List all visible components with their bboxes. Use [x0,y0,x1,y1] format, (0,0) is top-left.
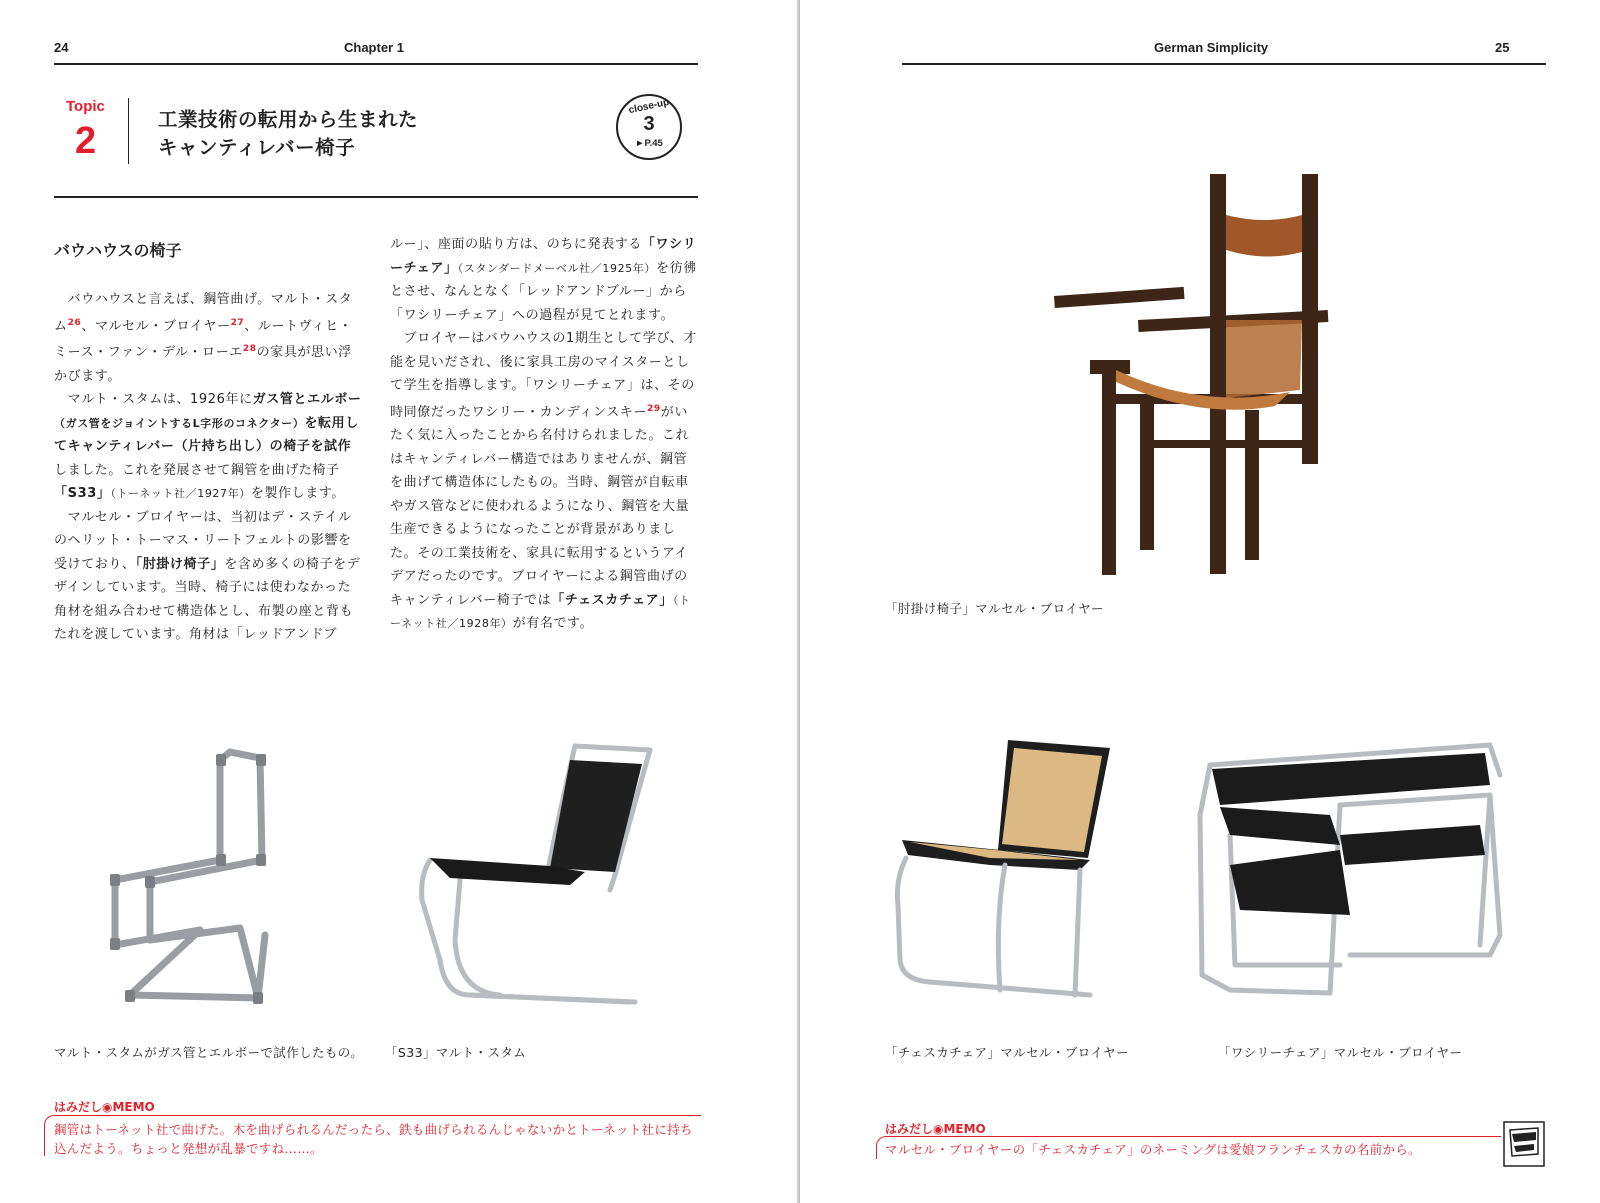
memo-text-right: マルセル・ブロイヤーの「チェスカチェア」のネーミングは愛娘フランチェスカの名前から。 [885,1142,1421,1157]
note-ref-27[interactable]: 27 [230,317,245,328]
header-rule [54,63,698,65]
topic-label: Topic [66,98,105,115]
gas-pipe-chair-image [90,740,290,1040]
armchair-image [1050,170,1350,600]
wassily-chair-icon [1502,1120,1546,1170]
closeup-page-ref: ►P.45 [635,138,663,149]
running-title-left: Chapter 1 [344,40,404,55]
topic-divider [128,98,129,164]
caption-armchair: 「肘掛け椅子」マルセル・ブロイヤー [885,601,1104,616]
wassily-chair-image [1190,735,1520,1035]
header-rule-right [902,63,1546,65]
paragraph-3: マルセル・ブロイヤーは、当初はデ・ステイルのヘリット・トーマス・リートフェルトの影響を受けており、「肘掛け椅子」を含め多くの椅子をデザインしています。当時、椅子には使わなかった角材を組み合わせて構造体とし、布製の座と背もたれを渡しています。角材は「レッドアンドブ [54,509,361,642]
paragraph-5: ブロイヤーはバウハウスの1期生として学び、才能を見いだされ、後に家具工房のマイスターとして学生を指導します。「ワシリーチェア」は、その時同僚だったワシリー・カンディンスキー$^{29}$がいたく気に入ったことから名付けられました。これはキャンティレバー構造ではありませんが、鋼管を曲げて構造体にしたもの。当時、鋼管が自転車やガス管などに使われるようになり、鋼管を大量生産できるようになったことが背景がありました。その工業技術を、家具に転用するというアイデアだったのです。ブロイヤーによる鋼管曲げのキャンティレバー椅子では「チェスカチェア」（トーネット社／1928年）が有名です。 [390,331,697,631]
paragraph-4: ルー」、座面の貼り方は、のちに発表する「ワシリーチェア」（スタンダードメーベル社／1925年）を彷彿とさせ、なんとなく「レッドアンドブルー」から「ワシリーチェア」への過程が見てとれます。 [390,237,697,323]
section-heading: バウハウスの椅子 [54,241,182,260]
topic-title-line1: 工業技術の転用から生まれた [158,108,419,131]
body-column-1 [54,288,362,647]
paragraph-1: バウハウスと言えば、鋼管曲げ。マルト・スタム$^{26}$、マルセル・ブロイヤー$^{27}$、ルートヴィヒ・ミース・ファン・デル・ローエ$^{28}$の家具が思い浮かびます。 [54,292,353,384]
right-page [800,0,1600,1203]
cesca-chair-image [890,730,1120,1030]
caption-s33: 「S33」マルト・スタム [385,1045,527,1060]
closeup-number: 3 [643,113,655,135]
page-number-left: 24 [54,40,69,55]
memo-label-left: はみだし◉MEMO [54,1100,155,1114]
page-number-right: 25 [1495,40,1510,55]
paragraph-2: マルト・スタムは、1926年にガス管とエルボー（ガス管をジョイントするL字形のコネクター）を転用してキャンティレバー（片持ち出し）の椅子を試作しました。これを発展させて鋼管を曲げた椅子「S33」（トーネット社／1927年）を製作します。 [54,392,362,501]
note-ref-28[interactable]: 28 [242,344,257,354]
running-title-right: German Simplicity [1154,40,1269,55]
note-ref-26[interactable]: 26 [67,317,82,328]
caption-cesca: 「チェスカチェア」マルセル・ブロイヤー [885,1045,1129,1060]
topic-number: 2 [75,120,97,162]
caption-wassily: 「ワシリーチェア」マルセル・ブロイヤー [1218,1045,1463,1060]
topic-title-line2: キャンティレバー椅子 [158,136,356,159]
s33-chair-image [410,740,670,1040]
topic-rule [54,196,698,198]
note-ref-29[interactable]: 29 [646,403,661,414]
memo-label-right: はみだし◉MEMO [885,1122,986,1136]
closeup-label: close-up [627,96,671,117]
memo-text-left: 鋼管はトーネット社で曲げた。木を曲げられるんだったら、鉄も曲げられるんじゃないかとトーネット社に持ち込んだよう。ちょっと発想が乱暴ですね……。 [54,1122,693,1156]
body-column-2 [390,233,698,636]
closeup-badge[interactable] [616,94,682,160]
caption-gas-pipe-chair: マルト・スタムがガス管とエルボーで試作したもの。 [54,1045,364,1060]
